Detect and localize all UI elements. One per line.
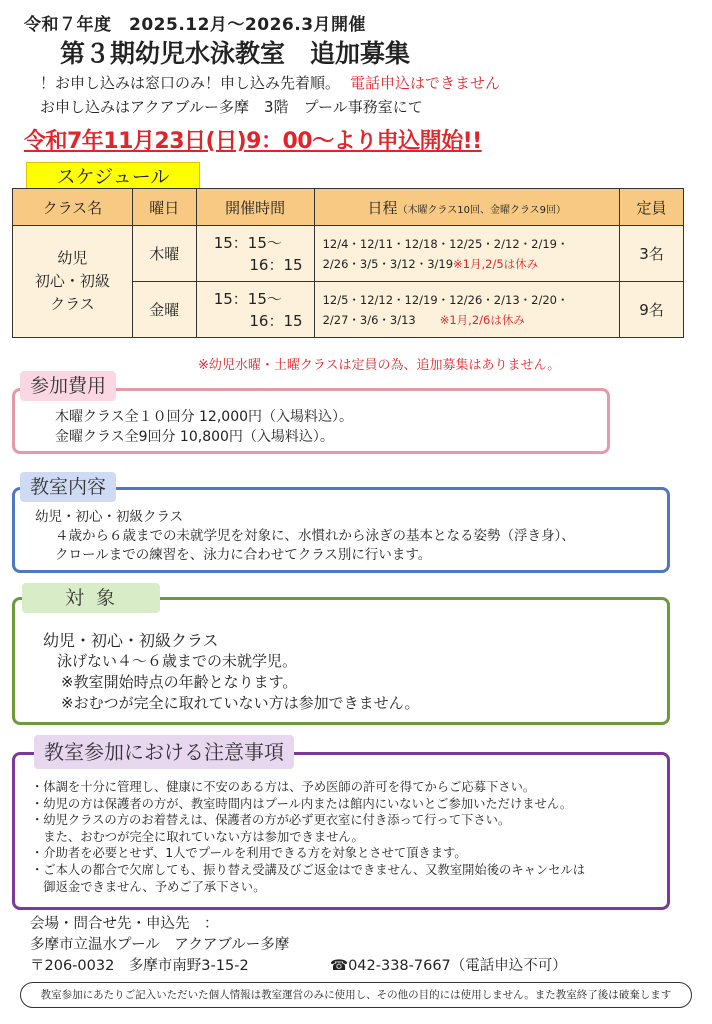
header-day: 曜日 [132, 189, 196, 226]
schedule-header-row [13, 189, 684, 226]
privacy-notice: 教室参加にあたりご記入いただいた個人情報は教室運営のみに使用し、その他の目的には使用しません。また教室終了後は破棄します [20, 982, 692, 1008]
content-line: ４歳から６歳までの未就学児を対象に、水慣れから泳ぎの基本となる姿勢（浮き身）、 [55, 528, 575, 544]
fee-line: 木曜クラス全１０回分 12,000円（入場料込）。 [55, 409, 354, 425]
target-line: 幼児・初心・初級クラス [43, 631, 219, 650]
day-cell: 木曜 [132, 226, 196, 282]
venue-name: 多摩市立温水プール アクアブルー多摩 [30, 937, 290, 953]
fee-tag: 参加費用 [20, 371, 116, 401]
class-name-cell [13, 226, 133, 338]
no-phone-notice: 電話申込はできません [350, 74, 501, 92]
address: 〒206-0032 多摩市南野3-15-2 [30, 958, 249, 974]
dates-line [323, 310, 619, 330]
time-end: 16：15 [249, 311, 303, 330]
content-tag: 教室内容 [20, 472, 116, 502]
day-cell: 金曜 [132, 282, 196, 338]
application-notice [40, 72, 500, 93]
dates-line-text: 2/26・3/5・3/12・3/19 [322, 256, 454, 271]
caution-tag: 教室参加における注意事項 [34, 735, 294, 769]
class-name-line: クラス [50, 295, 95, 313]
caution-line: ・ご本人の都合で欠席しても、振り替え受講及びご返金はできません、又教室開始後のキャンセルは [31, 862, 586, 877]
table-row [13, 226, 684, 282]
dates-note: ※1月,2/6は休み [439, 312, 525, 327]
schedule-note: ※幼児水曜・土曜クラスは定員の為、追加募集はありません。 [198, 358, 561, 373]
dates-line [323, 254, 619, 274]
caution-line: ・幼児クラスの方のお着替えは、保護者の方が必ず更衣室に付き添って行って下さい。 [31, 813, 511, 828]
target-tag: 対象 [22, 583, 160, 613]
caution-line: ・体調を十分に管理し、健康に不安のある方は、予め医師の許可を得てからご応募下さい。 [31, 780, 536, 794]
target-section [12, 597, 670, 725]
header-time: 開催時間 [196, 189, 314, 226]
content-line: 幼児・初心・初級クラス [35, 509, 184, 525]
caution-line: ・幼児の方は保護者の方が、教室時間内はプール内または館内にいないとご参加いただけません。 [31, 796, 573, 811]
class-name-line: 初心・初級 [34, 272, 110, 290]
time-start: 15：15～ [213, 289, 282, 308]
period-heading: 令和７年度 2025.12月～2026.3月開催 [24, 15, 367, 35]
page-title: 第３期幼児水泳教室 追加募集 [60, 39, 411, 68]
content-line: クロールまでの練習を、泳力に合わせてクラス別に行います。 [55, 547, 432, 563]
application-notice-text: ！お申し込みは窓口のみ！申し込み先着順。 [40, 74, 341, 92]
phone-line [330, 954, 567, 975]
phone-number: 042-338-7667（電話申込不可） [348, 958, 567, 974]
time-cell [196, 226, 314, 282]
time-start: 15：15～ [213, 233, 282, 252]
dates-line-text: 2/27・3/6・3/13 [322, 312, 416, 327]
application-start-date: 令和7年11月23日(日)9：00～より申込開始!! [24, 129, 482, 154]
header-capacity: 定員 [620, 189, 684, 226]
capacity-cell: 9名 [620, 282, 684, 338]
target-line: ※教室開始時点の年齢となります。 [61, 673, 298, 691]
capacity-cell: 3名 [620, 226, 684, 282]
target-line: ※おむつが完全に取れていない方は参加できません。 [61, 694, 420, 712]
header-dates [314, 189, 620, 226]
fee-line: 金曜クラス全9回分 10,800円（入場料込）。 [55, 429, 334, 445]
application-location: お申し込みはアクアブルー多摩 3階 プール事務室にて [40, 98, 423, 116]
time-end: 16：15 [249, 255, 303, 274]
caution-line: 御返金できません、予めご了承下さい。 [31, 879, 266, 894]
caution-line: また、おむつが完全に取れていない方は参加できません。 [31, 829, 364, 844]
time-cell [196, 282, 314, 338]
dates-line: 12/5・12/12・12/19・12/26・2/13・2/20・ [322, 292, 569, 307]
dates-note: ※1月,2/5は休み [453, 256, 539, 271]
dates-cell [314, 226, 620, 282]
class-name-line: 幼児 [57, 249, 88, 267]
caution-section [12, 752, 670, 910]
header-dates-label: 日程 [367, 198, 398, 217]
caution-line: ・介助者を必要とせず、1人でプールを利用できる方を対象とさせて頂きます。 [31, 846, 467, 861]
phone-icon: ☎ [330, 958, 349, 974]
dates-cell [314, 282, 620, 338]
target-line: 泳げない４～６歳までの未就学児。 [57, 652, 298, 670]
dates-line: 12/4・12/11・12/18・12/25・2/12・2/19・ [322, 236, 569, 251]
schedule-tag: スケジュール [26, 162, 200, 192]
schedule-table [12, 188, 684, 338]
venue-label: 会場・問合せ先・申込先 ： [30, 916, 219, 932]
header-class: クラス名 [13, 189, 133, 226]
header-dates-sub: （木曜クラス10回、金曜クラス9回） [397, 204, 567, 216]
